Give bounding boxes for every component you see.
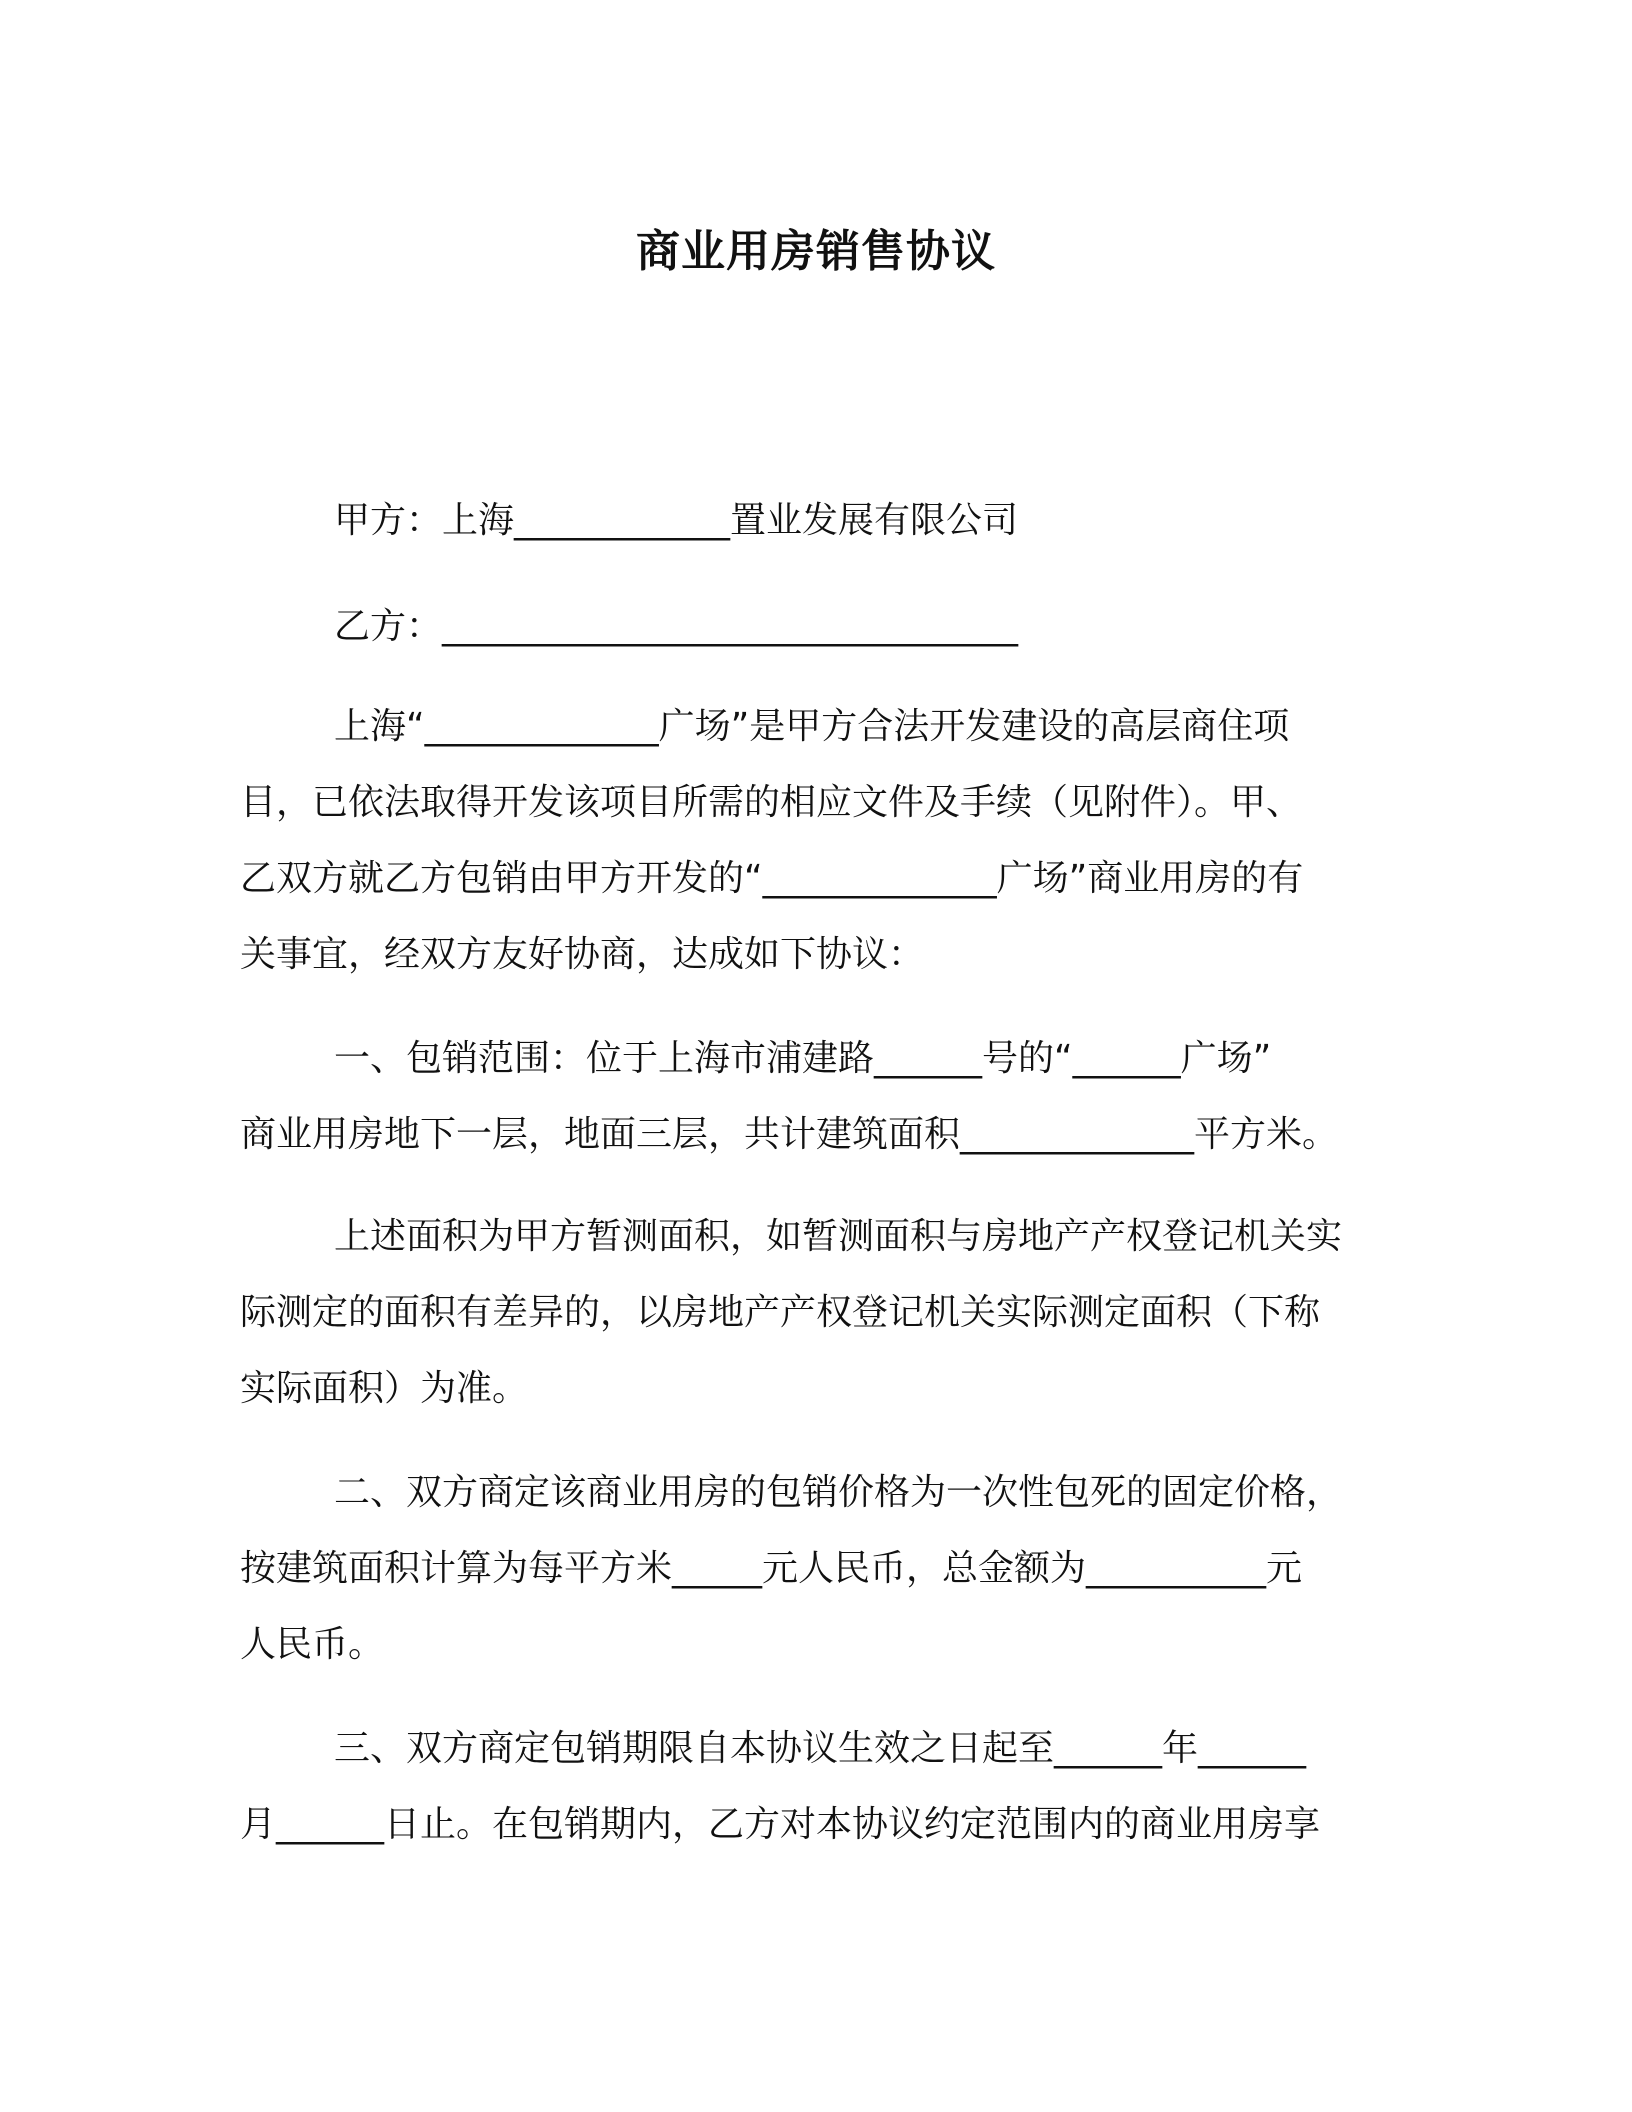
intro-line-4: 关事宜，经双方友好协商，达成如下协议： [240, 934, 925, 975]
document-title: 商业用房销售协议 [636, 226, 996, 277]
clause-2-line-1: 二、双方商定该商业用房的包销价格为一次性包死的固定价格， [334, 1472, 1343, 1513]
clause-1-line-1: 一、包销范围：位于上海市浦建路______号的“______广场” [334, 1038, 1272, 1079]
clause-3-line-1: 三、双方商定包销期限自本协议生效之日起至______年______ [334, 1728, 1307, 1769]
area-note-line-3: 实际面积）为准。 [240, 1368, 529, 1409]
intro-line-2: 目，已依法取得开发该项目所需的相应文件及手续（见附件）。甲、 [240, 782, 1303, 823]
intro-line-1: 上海“_____________广场”是甲方合法开发建设的高层商住项 [334, 706, 1290, 747]
intro-line-3: 乙双方就乙方包销由甲方开发的“_____________广场”商业用房的有 [240, 858, 1304, 899]
clause-1-line-2: 商业用房地下一层，地面三层，共计建筑面积_____________平方米。 [240, 1114, 1339, 1155]
party-a-line: 甲方：上海____________置业发展有限公司 [334, 500, 1019, 541]
clause-2-line-3: 人民币。 [240, 1624, 385, 1665]
area-note-line-1: 上述面积为甲方暂测面积，如暂测面积与房地产产权登记机关实 [334, 1216, 1343, 1257]
area-note-line-2: 际测定的面积有差异的，以房地产产权登记机关实际测定面积（下称 [240, 1292, 1321, 1333]
clause-2-line-2: 按建筑面积计算为每平方米_____元人民币，总金额为__________元 [240, 1548, 1303, 1589]
clause-3-line-2: 月______日止。在包销期内，乙方对本协议约定范围内的商业用房享 [240, 1804, 1321, 1845]
party-b-line: 乙方：________________________________ [334, 606, 1019, 647]
